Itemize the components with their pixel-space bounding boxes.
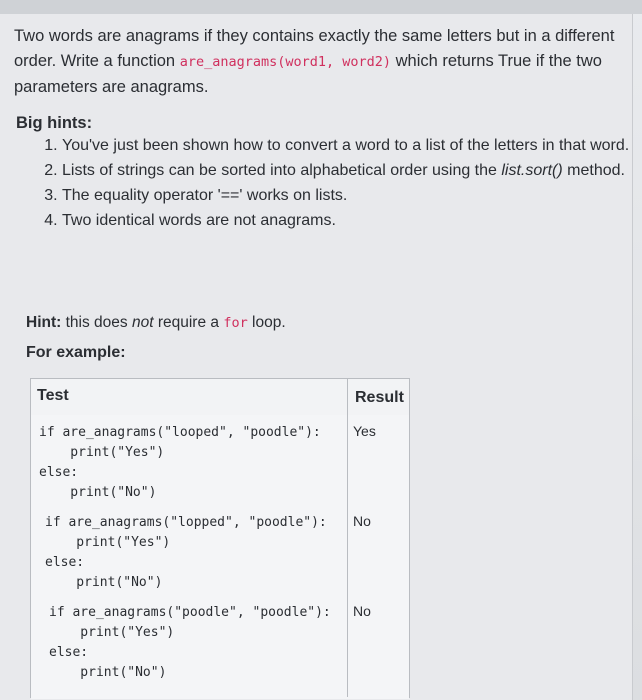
table-row [31,415,409,506]
hint-text-after: method. [562,162,625,179]
column-divider [347,379,348,697]
question-intro [14,24,624,100]
hint-item [62,209,642,233]
test-code: if are_anagrams("poodle", "poodle"): print("Yes") else: print("No") [49,605,331,680]
function-signature-code: are_anagrams(word1, word2) [179,54,392,70]
test-code: if are_anagrams("lopped", "poodle"): print("Yes") else: print("No") [45,515,327,590]
hint-item [62,184,642,208]
column-header-test: Test [37,387,69,404]
intro-text-before: Two words are anagrams if they contains exactly the same letters but in a different order. Write a function [14,27,615,70]
hint-item [62,159,642,183]
page-top-edge [0,0,642,14]
intro-text-after: which returns True if the two parameters are anagrams. [14,52,602,96]
for-keyword-code: for [223,315,248,331]
hint-italic: not [131,314,154,331]
hint-text-before: this does [61,314,132,331]
table-header [31,379,409,416]
hint-text-before: Lists of strings can be sorted into alphabetical order using the [62,162,502,179]
hint-italic: list.sort() [501,162,563,179]
result-value: No [353,513,371,529]
table-row [31,505,409,596]
hint-text: The equality operator '==' works on lists. [62,187,348,204]
hint-text-after: loop. [247,314,286,331]
test-code: if are_anagrams("looped", "poodle"): print("Yes") else: print("No") [39,425,321,500]
loop-hint [26,314,286,332]
column-header-result: Result [355,389,404,406]
hint-text: Two identical words are not anagrams. [62,212,336,229]
result-value: No [353,603,371,619]
example-table [30,378,410,698]
table-row [31,595,409,699]
hints-list [18,134,642,234]
for-example-title: For example: [26,344,126,361]
big-hints-title: Big hints: [16,114,93,132]
result-value: Yes [353,423,376,439]
hint-text: You've just been shown how to convert a word to a list of the letters in that word. [62,137,630,154]
hint-label: Hint: [26,314,62,331]
hint-text-middle: require a [153,314,224,331]
hint-item [62,134,642,158]
